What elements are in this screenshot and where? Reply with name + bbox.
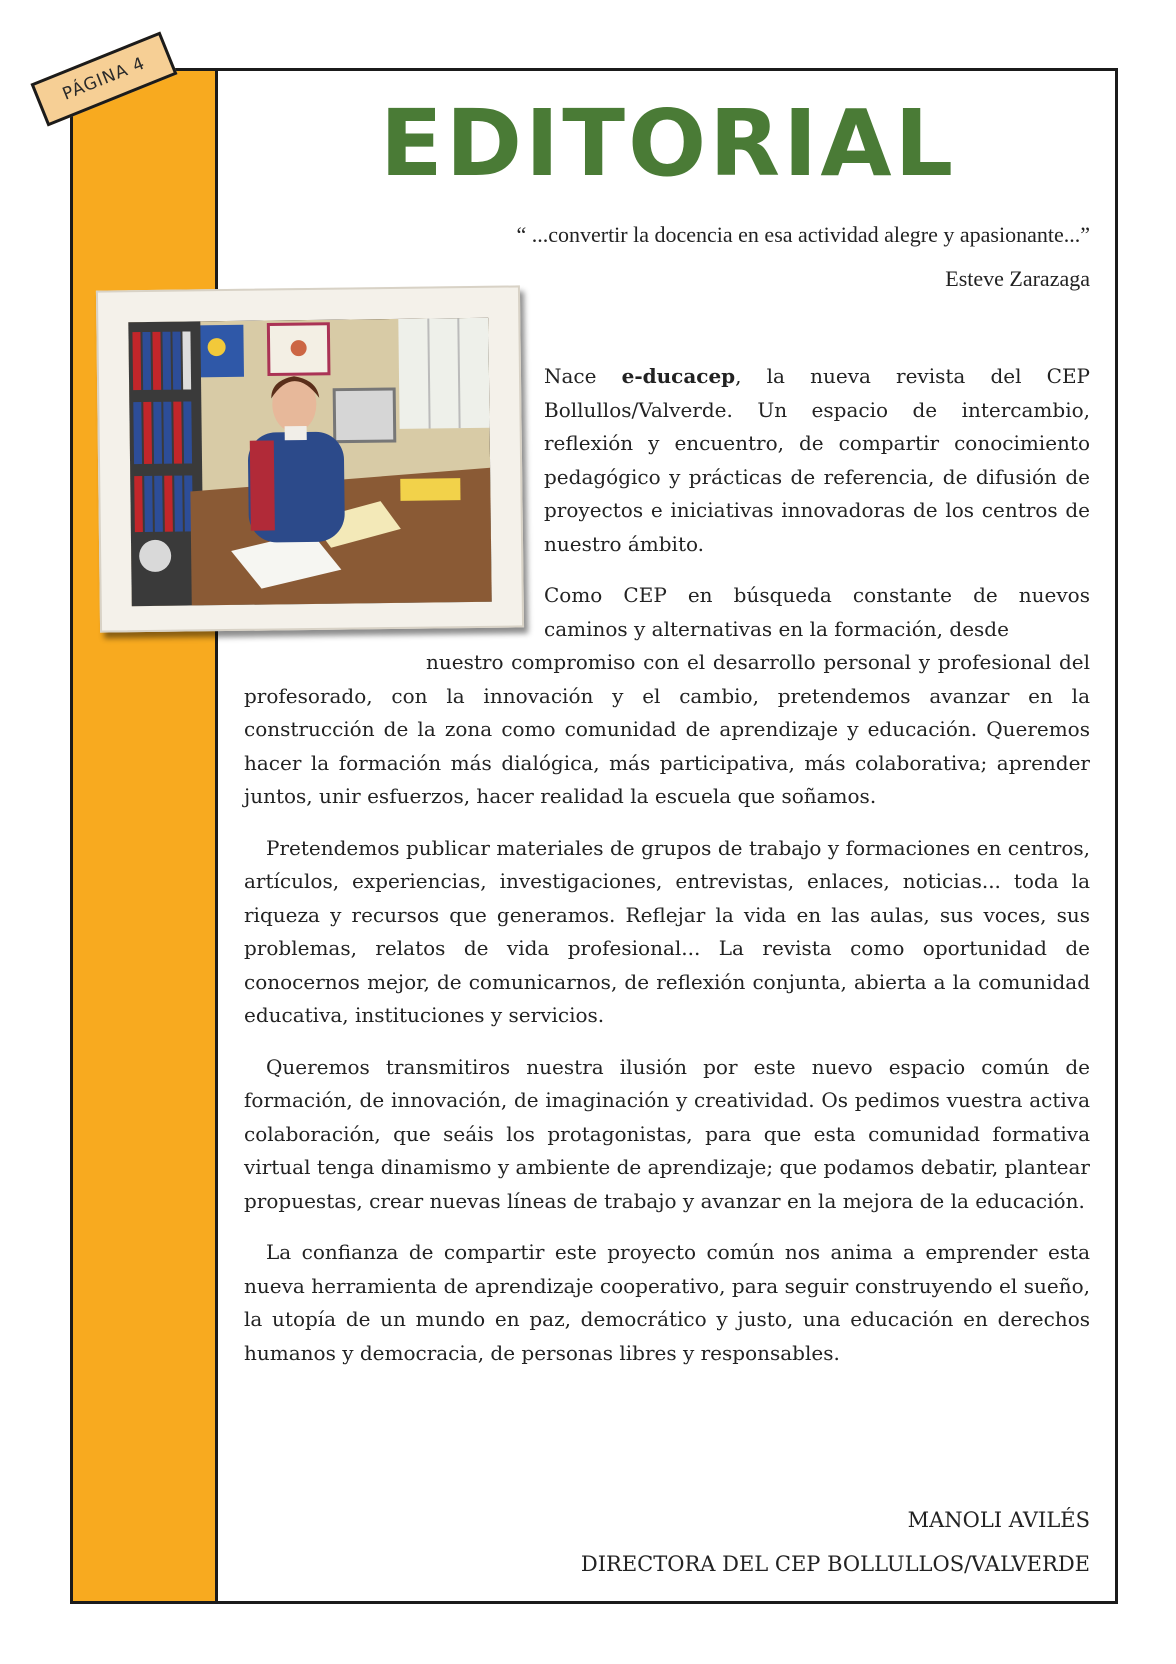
paragraph-5: La confianza de compartir este proyecto común nos anima a emprender esta nueva herramienta de aprendizaje cooperativo, para seguir construyendo el sueño, la utopía de un mundo en paz, democrático y justo, una educación en derechos humanos y democracia, de personas libres y responsables.: [244, 1240, 1090, 1365]
paragraph-1-lead: Nace: [544, 364, 622, 388]
page-number-label: PÁGINA 4: [59, 53, 149, 105]
paragraph-2-start: Como CEP en búsqueda constante de nuevos caminos y alternativas en la formación, desde: [544, 583, 1090, 641]
paragraph-2-continued: nuestro compromiso con el desarrollo personal y profesional del profesorado, con la innovación y el cambio, pretendemos avanzar en la construcción de la zona como comunidad de aprendizaje y educación. Queremos hacer la formación más dialógica, más participativa, más colaborativa; aprender juntos, unir esfuerzos, hacer realidad la escuela que soñamos.: [244, 650, 1090, 808]
magazine-name: e-ducacep: [621, 364, 736, 388]
epigraph-author: Esteve Zarazaga: [945, 266, 1090, 291]
signature-name: MANOLI AVILÉS: [907, 1508, 1090, 1532]
paragraph-3: Pretendemos publicar materiales de grupos de trabajo y formaciones en centros, artículos, experiencias, investigaciones, entrevistas, enlaces, noticias... toda la riqueza y recursos que generamos. Reflejar la vida en las aulas, sus voces, sus problemas, relatos de vida profesional... La revista como oportunidad de conocernos mejor, de comunicarnos, de reflexión conjunta, abierta a la comunidad educativa, instituciones y servicios.: [244, 835, 1090, 1027]
epigraph-quote: “ ...convertir la docencia en esa actividad alegre y apasionante...”: [516, 222, 1090, 247]
page-title: EDITORIAL: [379, 90, 957, 197]
paragraph-1: [544, 360, 1090, 561]
paragraph-1-text: , la nueva revista del CEP Bollullos/Valverde. Un espacio de intercambio, reflexión y encuentro, de compartir conocimiento pedagógico y prácticas de referencia, de difusión de proyectos e iniciativas innovadoras de los centros de nuestro ámbito.: [544, 364, 1090, 556]
signature-role: DIRECTORA DEL CEP BOLLULLOS/VALVERDE: [580, 1552, 1090, 1576]
editorial-body: [244, 360, 1090, 1388]
paragraph-4: Queremos transmitiros nuestra ilusión por este nuevo espacio común de formación, de innovación, de imaginación y creatividad. Os pedimos vuestra activa colaboración, que seáis los protagonistas, para que esta comunidad formativa virtual tenga dinamismo y ambiente de aprendizaje; que podamos debatir, plantear propuestas, crear nuevas líneas de trabajo y avanzar en la mejora de la educación.: [244, 1054, 1090, 1213]
